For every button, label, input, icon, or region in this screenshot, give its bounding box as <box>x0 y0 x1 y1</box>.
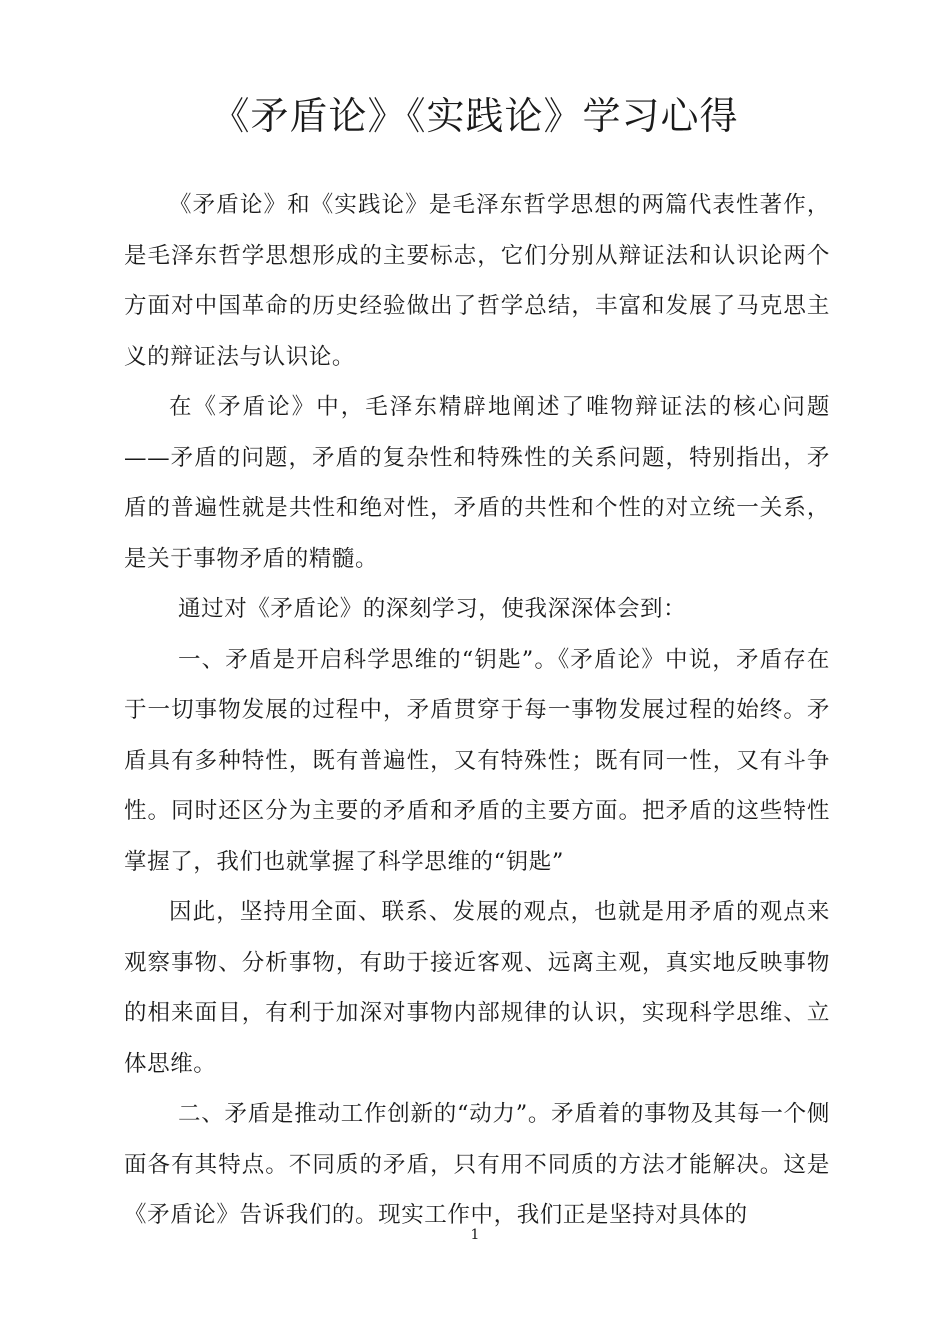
document-body <box>124 180 830 1241</box>
paragraph-therefore: 因此，坚持用全面、联系、发展的观点，也就是用矛盾的观点来观察事物、分析事物，有助于接近客观、远离主观，真实地反映事物的相来面目，有利于加深对事物内部规律的认识，实现科学思维、立体思维。 <box>124 899 830 1077</box>
paragraph-point-one: 一、矛盾是开启科学思维的“钥匙”。《矛盾论》中说，矛盾存在于一切事物发展的过程中，矛盾贯穿于每一事物发展过程的始终。矛盾具有多种特性，既有普遍性，又有特殊性；既有同一性，又有斗争性。同时还区分为主要的矛盾和矛盾的主要方面。把矛盾的这些特性掌握了，我们也就掌握了科学思维的“钥匙” <box>124 646 830 875</box>
paragraph-learning-lead: 通过对《矛盾论》的深刻学习，使我深深体会到： <box>178 596 687 622</box>
page-number: 1 <box>470 1227 480 1243</box>
document-title: 《矛盾论》《实践论》学习心得 <box>211 94 739 138</box>
paragraph-point-two: 二、矛盾是推动工作创新的“动力”。矛盾着的事物及其每一个侧面各有其特点。不同质的矛盾，只有用不同质的方法才能解决。这是《矛盾论》告诉我们的。现实工作中，我们正是坚持对具体的 <box>124 1101 830 1228</box>
paragraph-contradiction-core: 在《矛盾论》中，毛泽东精辟地阐述了唯物辩证法的核心问题——矛盾的问题，矛盾的复杂性和特殊性的关系问题，特别指出，矛盾的普遍性就是共性和绝对性，矛盾的共性和个性的对立统一关系，是关于事物矛盾的精髓。 <box>124 394 830 572</box>
paragraph-intro: 《矛盾论》和《实践论》是毛泽东哲学思想的两篇代表性著作，是毛泽东哲学思想形成的主要标志，它们分别从辩证法和认识论两个方面对中国革命的历史经验做出了哲学总结，丰富和发展了马克思主义的辩证法与认识论。 <box>124 192 830 370</box>
